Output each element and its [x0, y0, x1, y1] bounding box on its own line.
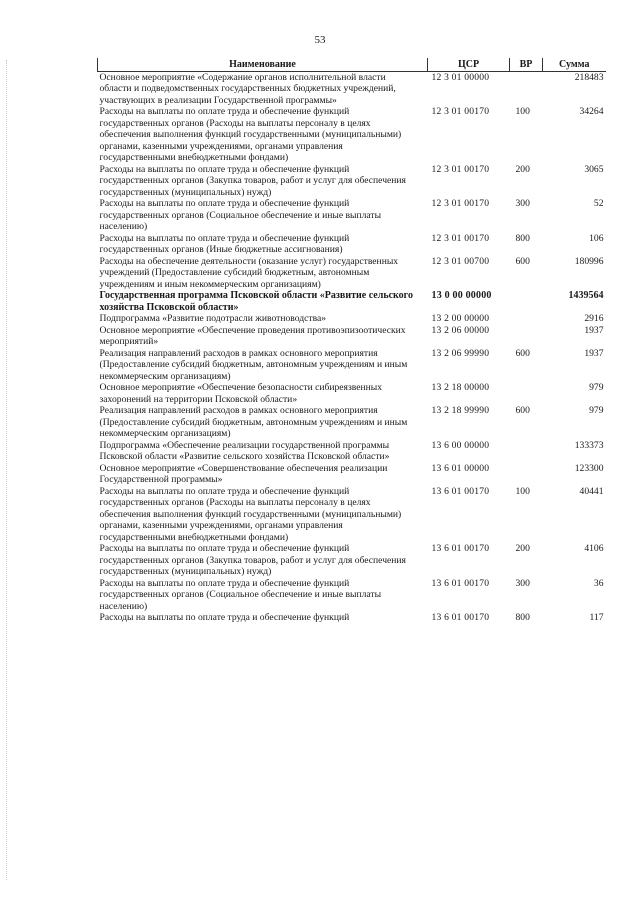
table-row — [98, 348, 606, 383]
table-body — [98, 71, 606, 624]
row-vr: 600 — [515, 255, 530, 267]
row-vr: 800 — [515, 232, 530, 244]
row-sum: 1937 — [584, 347, 604, 359]
row-sum: 4106 — [584, 543, 604, 554]
table-row — [98, 164, 606, 199]
row-sum: 117 — [589, 612, 604, 623]
table-header — [98, 58, 606, 71]
row-vr — [510, 463, 543, 486]
row-csr: 13 2 06 00000 — [431, 324, 490, 336]
row-vr — [510, 382, 543, 405]
row-csr: 13 0 00 00000 — [431, 290, 492, 301]
row-name: Расходы на выплаты по оплате труда и обеспечение функций государственных органов (Расходы на выплаты персоналу в целях обеспечения выполнения функций государственными (муниципальными) органами, казенными учреждениями, органами управления государственными внебюджетными фондами) — [99, 106, 402, 163]
header-name: Наименование — [98, 58, 428, 71]
row-sum: 40441 — [579, 485, 604, 497]
row-name: Основное мероприятие «Обеспечение безопасности сибиреязвенных захоронений на территории Псковской области» — [99, 382, 383, 405]
table-row — [98, 325, 606, 348]
row-vr: 100 — [515, 485, 530, 497]
row-sum: 979 — [589, 382, 604, 393]
row-vr — [510, 71, 543, 106]
row-name: Подпрограмма «Развитие подотрасли животноводства» — [99, 313, 327, 324]
row-sum: 52 — [593, 198, 604, 209]
row-csr: 12 3 01 00170 — [431, 232, 490, 244]
table-row — [98, 313, 606, 325]
table-row — [98, 106, 606, 164]
table-row — [98, 71, 606, 106]
table-row — [98, 290, 606, 313]
row-vr — [510, 440, 543, 463]
row-vr — [510, 325, 543, 348]
row-sum: 133373 — [574, 439, 604, 451]
table-row — [98, 382, 606, 405]
row-name: Расходы на выплаты по оплате труда и обеспечение функций государственных органов (Социальное обеспечение и иные выплаты населению) — [99, 198, 382, 232]
row-vr: 600 — [515, 405, 530, 416]
table-row — [98, 486, 606, 544]
row-sum: 1439564 — [568, 290, 604, 301]
row-csr: 13 6 01 00170 — [431, 485, 490, 497]
row-sum: 106 — [589, 232, 604, 244]
row-name: Основное мероприятие «Совершенствование обеспечения реализации Государственной программы» — [99, 462, 388, 485]
row-csr: 12 3 01 00170 — [431, 106, 490, 117]
row-csr: 12 3 01 00170 — [431, 198, 490, 209]
row-name: Расходы на выплаты по оплате труда и обеспечение функций государственных органов (Расходы на выплаты персоналу в целях обеспечения выполнения функций государственными (муниципальными) органами, казенными учреждениями, органами управления государственными внебюджетными фондами) — [99, 485, 402, 543]
page-number: 53 — [314, 34, 326, 46]
row-vr — [510, 313, 543, 325]
table-row — [98, 440, 606, 463]
row-name: Реализация направлений расходов в рамках основного мероприятия (Предоставление субсидий бюджетным, автономным учреждениям и иным некоммерческим организациям) — [99, 405, 408, 439]
row-name: Расходы на выплаты по оплате труда и обеспечение функций государственных органов (Закупка товаров, работ и услуг для обеспечения государственных (муниципальных) нужд) — [99, 163, 406, 198]
row-csr: 13 6 01 00170 — [431, 577, 490, 589]
table-row — [98, 543, 606, 578]
row-vr: 800 — [515, 612, 530, 623]
row-name: Расходы на выплаты по оплате труда и обеспечение функций государственных органов (Закупка товаров, работ и услуг для обеспечения государственных (муниципальных) нужд) — [99, 543, 406, 577]
row-csr: 13 6 01 00000 — [431, 462, 490, 474]
row-vr: 200 — [515, 163, 530, 175]
row-name: Государственная программа Псковской области «Развитие сельского хозяйства Псковской области» — [99, 290, 413, 313]
table-row — [98, 612, 606, 624]
table-row — [98, 405, 606, 440]
row-sum: 1937 — [584, 324, 604, 336]
row-csr: 13 6 01 00170 — [431, 543, 490, 554]
row-name: Основное мероприятие «Содержание органов исполнительной власти области и подведомственных государственных бюджетных учреждений, участвующих в реализации Государственной программы» — [99, 71, 396, 106]
row-sum: 218483 — [574, 71, 604, 83]
row-vr: 300 — [515, 577, 530, 589]
row-csr: 13 2 06 99990 — [431, 347, 490, 359]
table-row — [98, 198, 606, 233]
row-csr: 13 2 00 00000 — [431, 313, 490, 324]
scan-edge-mark — [6, 60, 8, 880]
row-vr: 200 — [515, 543, 530, 554]
row-name: Реализация направлений расходов в рамках основного мероприятия (Предоставление субсидий бюджетным, автономным учреждениям и иным некоммерческим организациям) — [99, 347, 408, 382]
row-csr: 13 6 00 00000 — [431, 439, 490, 451]
row-vr — [510, 290, 543, 313]
row-name: Расходы на выплаты по оплате труда и обеспечение функций государственных органов (Иные бюджетные ассигнования) — [99, 232, 350, 255]
budget-table — [97, 58, 606, 624]
table-row — [98, 463, 606, 486]
row-sum: 123300 — [574, 462, 604, 474]
row-name: Расходы на выплаты по оплате труда и обеспечение функций — [99, 612, 350, 623]
row-name: Основное мероприятие «Обеспечение проведения противоэпизоотических мероприятий» — [99, 324, 406, 347]
row-vr: 600 — [515, 347, 530, 359]
row-csr: 12 3 01 00000 — [431, 71, 490, 83]
row-sum: 36 — [593, 577, 604, 589]
row-vr: 100 — [515, 106, 530, 117]
header-sum: Сумма — [543, 58, 606, 71]
row-csr: 13 2 18 00000 — [431, 382, 490, 393]
row-csr: 13 2 18 99990 — [431, 405, 490, 416]
row-name: Расходы на обеспечение деятельности (оказание услуг) государственных учреждений (Предоставление субсидий бюджетным, автономным учреждениям и иным некоммерческим организациям) — [99, 255, 399, 290]
row-name: Подпрограмма «Обеспечение реализации государственной программы Псковской области «Развитие сельского хозяйства Псковской области» — [99, 439, 390, 462]
row-sum: 3065 — [584, 163, 604, 175]
row-sum: 979 — [589, 405, 604, 416]
row-sum: 34264 — [579, 106, 604, 117]
header-vr: ВР — [510, 58, 543, 71]
row-sum: 180996 — [574, 255, 604, 267]
row-vr: 300 — [515, 198, 530, 209]
header-csr: ЦСР — [428, 58, 510, 71]
budget-table-container — [97, 58, 605, 624]
table-row — [98, 578, 606, 613]
row-csr: 12 3 01 00170 — [431, 163, 490, 175]
row-csr: 12 3 01 00700 — [431, 255, 490, 267]
table-row — [98, 256, 606, 291]
row-sum: 2916 — [584, 313, 604, 324]
row-csr: 13 6 01 00170 — [431, 612, 490, 623]
row-name: Расходы на выплаты по оплате труда и обеспечение функций государственных органов (Социальное обеспечение и иные выплаты населению) — [99, 577, 382, 612]
table-row — [98, 233, 606, 256]
